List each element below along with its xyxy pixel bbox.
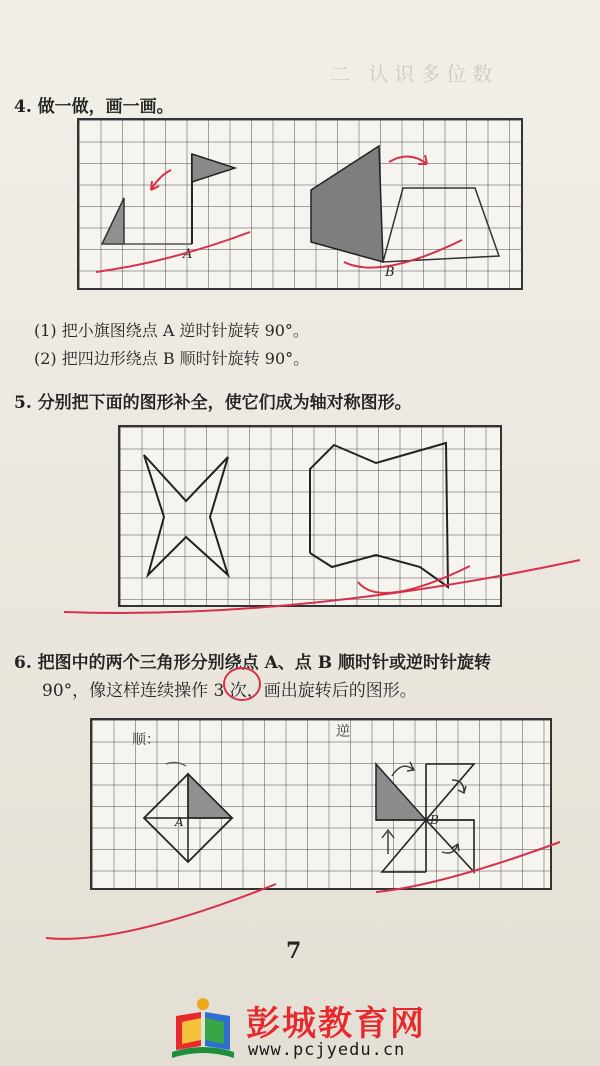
point-a-label: A: [183, 247, 193, 262]
question-5-grid: [118, 425, 502, 607]
question-6-drawing: [92, 720, 550, 888]
question-6-line-1: 6. 把图中的两个三角形分别绕点 A、点 B 顺时针或逆时针旋转: [14, 653, 491, 673]
question-6-grid: [90, 718, 552, 890]
quadrilateral-original: [311, 146, 383, 262]
clockwise-label: 顺：: [132, 732, 160, 748]
flag-rotated-shaded: [102, 198, 124, 244]
book-logo-icon: [168, 996, 238, 1062]
point-b-label-q6: B: [430, 813, 439, 827]
notched-shape: [310, 443, 448, 587]
question-5-drawing: [120, 427, 500, 605]
question-4-item-2: (2) 把四边形绕点 B 顺时针旋转 90°。: [34, 349, 310, 368]
point-a-label-q6: A: [175, 815, 184, 829]
question-5-title: 5. 分别把下面的图形补全，使它们成为轴对称图形。: [14, 393, 412, 413]
question-4-drawing: [79, 120, 521, 288]
rotate-arrow-right: [389, 156, 427, 164]
point-b-label: B: [385, 265, 395, 280]
triangle-a-shaded: [188, 774, 232, 818]
site-watermark: [168, 996, 588, 1062]
question-4-grid: [77, 118, 523, 290]
site-brand-name: 彭城教育网: [246, 1004, 426, 1044]
quadrilateral-rotated: [383, 188, 499, 262]
bleed-through-text: 二 认识多位数: [330, 62, 499, 86]
rotate-arrow-left: [151, 170, 171, 190]
triangle-b-shaded: [376, 764, 426, 820]
question-4-item-1: (1) 把小旗图绕点 A 逆时针旋转 90°。: [34, 321, 309, 340]
star-shape: [144, 455, 228, 575]
page-number: 7: [286, 938, 302, 964]
question-6-line-2: 90°，像这样连续操作 3 次，画出旋转后的图形。: [42, 681, 417, 701]
site-url: www.pcjyedu.cn: [248, 1040, 406, 1060]
question-4-title: 4. 做一做，画一画。: [14, 97, 174, 117]
counterclockwise-label: 逆: [336, 724, 350, 740]
flag-triangle: [192, 154, 235, 182]
